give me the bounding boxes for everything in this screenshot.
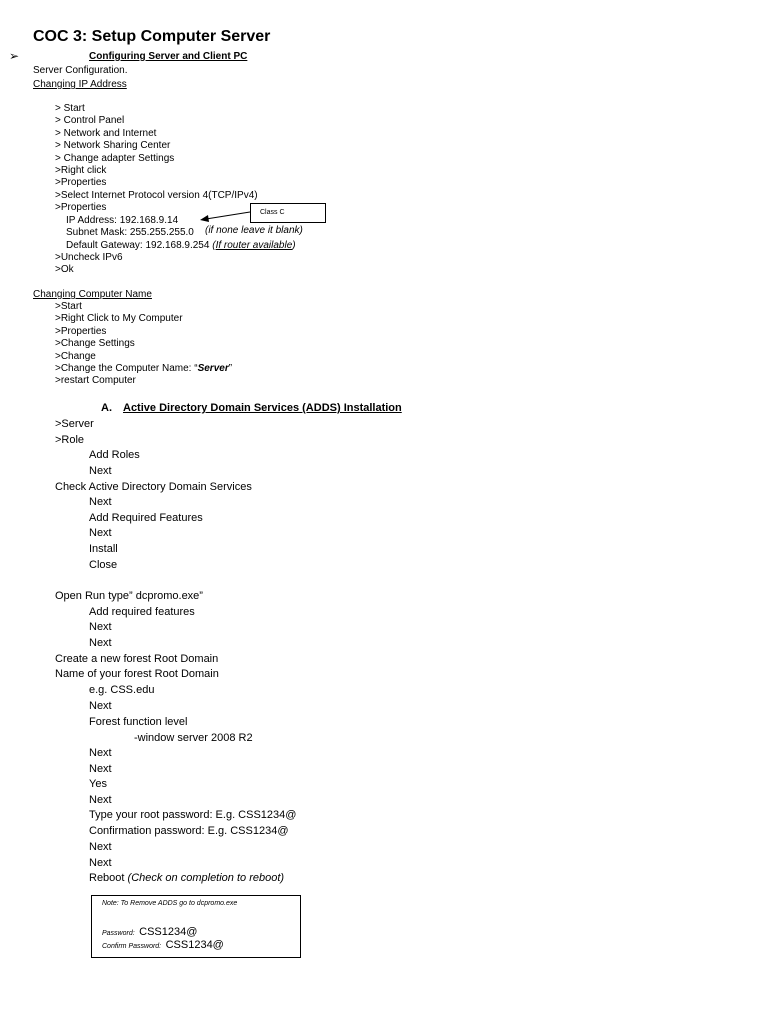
gateway-note-close: ) bbox=[292, 240, 296, 251]
change-name-suffix: ” bbox=[228, 363, 233, 375]
adds-line: Confirmation password: E.g. CSS1234@ bbox=[89, 825, 289, 837]
adds-line: Forest function level bbox=[89, 716, 188, 728]
page-title: COC 3: Setup Computer Server bbox=[33, 28, 271, 45]
subnet-mask-line: Subnet Mask: 255.255.255.0 bbox=[66, 227, 194, 238]
note-box bbox=[91, 895, 301, 958]
change-name-prefix: >Change the Computer Name: “ bbox=[55, 363, 198, 375]
adds-line: Add Roles bbox=[89, 449, 140, 461]
adds-line: Create a new forest Root Domain bbox=[55, 653, 219, 665]
ip-step: >Properties bbox=[55, 177, 107, 189]
gateway-text: Default Gateway: 192.168.9.254 bbox=[66, 240, 210, 251]
ip-address-line: IP Address: 192.168.9.14 bbox=[66, 215, 179, 226]
subnet-note: (if none leave it blank) bbox=[205, 225, 303, 236]
note-password-label: Password: bbox=[102, 930, 135, 937]
adds-line: Next bbox=[89, 621, 112, 633]
reboot-note: (Check on completion to reboot) bbox=[127, 872, 285, 884]
ip-step: >Right click bbox=[55, 165, 107, 177]
note-confirm-label: Confirm Password: bbox=[102, 943, 162, 950]
adds-line: Check Active Directory Domain Services bbox=[55, 481, 252, 493]
gateway-note-open: ( bbox=[212, 240, 216, 251]
adds-line: Type your root password: E.g. CSS1234@ bbox=[89, 809, 297, 821]
ip-step: > Network and Internet bbox=[55, 127, 157, 139]
adds-line: Next bbox=[89, 496, 112, 508]
name-step: >Properties bbox=[55, 325, 107, 337]
changing-name-heading: Changing Computer Name bbox=[33, 289, 152, 300]
adds-line: -window server 2008 R2 bbox=[134, 732, 253, 744]
bullet-arrow-icon: ➢ bbox=[9, 49, 20, 63]
ip-step: >Properties bbox=[55, 202, 107, 214]
adds-letter: A. bbox=[101, 402, 112, 414]
class-c-label: Class C bbox=[260, 209, 285, 216]
name-step: >Start bbox=[55, 301, 82, 312]
name-step bbox=[55, 363, 232, 375]
note-password-value: CSS1234@ bbox=[139, 926, 198, 938]
ip-step: > Control Panel bbox=[55, 115, 125, 127]
adds-line: Open Run type” dcpromo.exe” bbox=[55, 590, 203, 602]
adds-line: Next bbox=[89, 747, 112, 759]
name-step: >Change bbox=[55, 350, 96, 362]
changing-ip-heading: Changing IP Address bbox=[33, 79, 127, 90]
name-step: >restart Computer bbox=[55, 375, 136, 387]
change-name-value: Server bbox=[197, 363, 229, 375]
adds-line: >Server bbox=[55, 418, 94, 430]
adds-line: Next bbox=[89, 700, 112, 712]
adds-line: Next bbox=[89, 857, 112, 869]
adds-line: Close bbox=[89, 559, 118, 571]
adds-line: Add required features bbox=[89, 606, 195, 618]
adds-line: Next bbox=[89, 763, 112, 775]
note-confirm-value: CSS1234@ bbox=[165, 939, 224, 951]
name-step: >Right Click to My Computer bbox=[55, 313, 183, 325]
ip-step: > Change adapter Settings bbox=[55, 152, 175, 164]
reboot-text: Reboot bbox=[89, 872, 128, 884]
note-line: Note: To Remove ADDS go to dcpromo.exe bbox=[102, 900, 238, 907]
adds-line: e.g. CSS.edu bbox=[89, 684, 155, 696]
name-step: >Change Settings bbox=[55, 338, 135, 350]
gateway-note: If router available bbox=[215, 240, 293, 251]
adds-line: Install bbox=[89, 543, 118, 555]
adds-heading: Active Directory Domain Services (ADDS) Installation bbox=[123, 402, 402, 414]
ip-step: >Select Internet Protocol version 4(TCP/IPv4) bbox=[55, 189, 258, 201]
adds-line: >Role bbox=[55, 434, 85, 446]
server-configuration-label: Server Configuration. bbox=[33, 65, 128, 76]
adds-line: Next bbox=[89, 527, 112, 539]
ip-step: >Uncheck IPv6 bbox=[55, 252, 123, 263]
adds-line: Add Required Features bbox=[89, 512, 203, 524]
adds-line: Next bbox=[89, 637, 112, 649]
adds-line bbox=[89, 872, 284, 884]
adds-line: Yes bbox=[89, 778, 107, 790]
name-steps-list bbox=[55, 301, 232, 388]
adds-line: Next bbox=[89, 794, 112, 806]
section-subtitle: Configuring Server and Client PC bbox=[89, 51, 248, 62]
ip-step: >Ok bbox=[55, 264, 74, 276]
ip-step: > Start bbox=[55, 103, 85, 114]
adds-line: Name of your forest Root Domain bbox=[55, 668, 219, 680]
adds-line: Next bbox=[89, 841, 112, 853]
note-confirm-line bbox=[102, 935, 224, 953]
ip-after-steps bbox=[55, 252, 123, 277]
adds-line: Next bbox=[89, 465, 112, 477]
ip-step: > Network Sharing Center bbox=[55, 140, 171, 152]
